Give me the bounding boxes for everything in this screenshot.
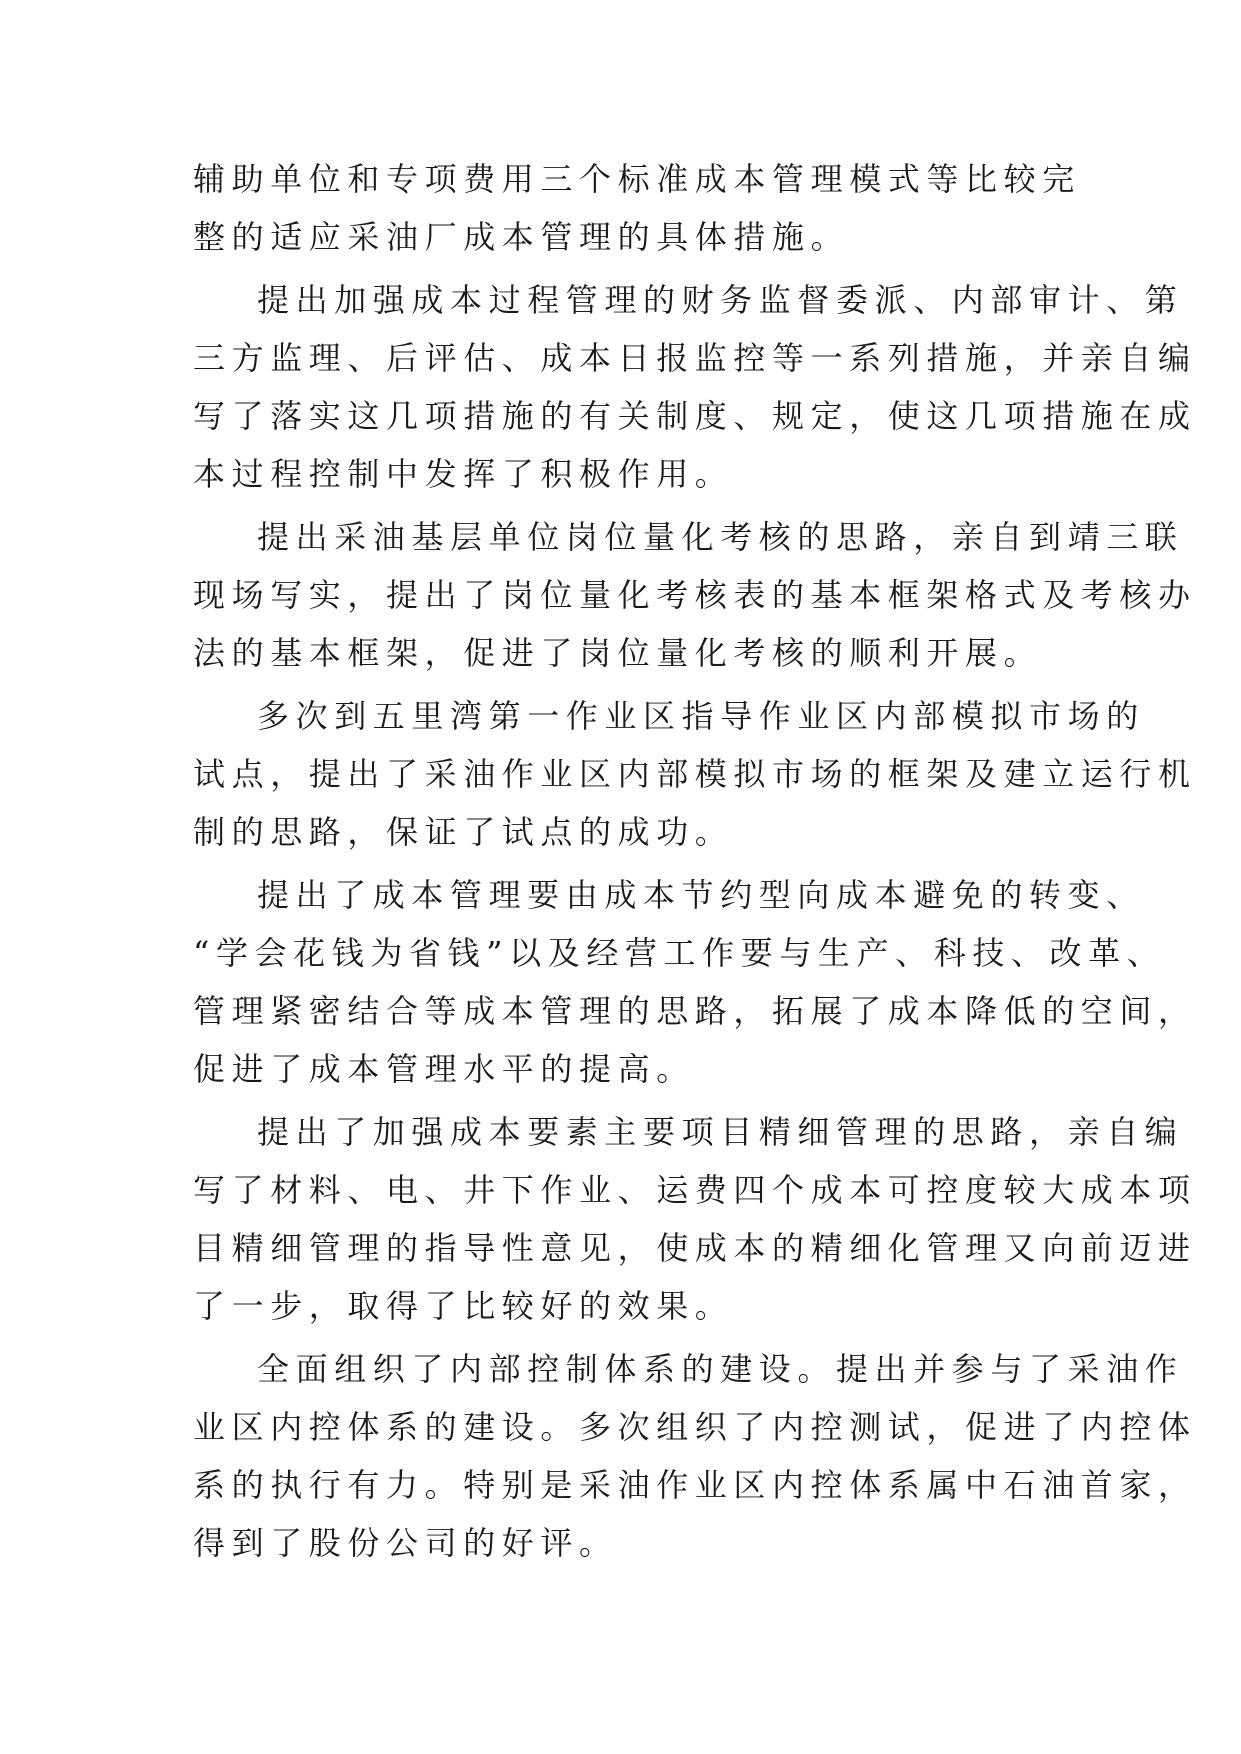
text-line: 整的适应采油厂成本管理的具体措施。 [193, 218, 850, 256]
paragraph-first-line: 全面组织了内部控制体系的建设。提出并参与了采油作 [257, 1350, 1184, 1388]
text-line: 本过程控制中发挥了积极作用。 [193, 455, 734, 493]
text-line: 三方监理、后评估、成本日报监控等一系列措施，并亲自编 [193, 339, 1197, 377]
text-line: 系的执行有力。特别是采油作业区内控体系属中石油首家， [193, 1466, 1197, 1504]
text-line: 现场写实，提出了岗位量化考核表的基本框架格式及考核办 [193, 576, 1197, 614]
text-line: 促进了成本管理水平的提高。 [193, 1050, 695, 1088]
text-line: 写了材料、电、井下作业、运费四个成本可控度较大成本项 [193, 1171, 1197, 1209]
text-line: 管理紧密结合等成本管理的思路，拓展了成本降低的空间， [193, 992, 1197, 1030]
paragraph-first-line: 提出了加强成本要素主要项目精细管理的思路，亲自编 [257, 1113, 1184, 1151]
text-line: 目精细管理的指导性意见，使成本的精细化管理又向前迈进 [193, 1229, 1197, 1267]
text-line: “学会花钱为省钱”以及经营工作要与生产、科技、改革、 [193, 934, 1166, 972]
text-line: 了一步，取得了比较好的效果。 [193, 1287, 734, 1325]
text-line: 试点，提出了采油作业区内部模拟市场的框架及建立运行机 [193, 755, 1197, 793]
paragraph-first-line: 提出采油基层单位岗位量化考核的思路，亲自到靖三联 [257, 518, 1184, 556]
paragraph-first-line: 提出加强成本过程管理的财务监督委派、内部审计、第 [257, 281, 1184, 319]
text-line: 辅助单位和专项费用三个标准成本管理模式等比较完 [193, 160, 1081, 198]
paragraph-first-line: 多次到五里湾第一作业区指导作业区内部模拟市场的 [257, 697, 1145, 735]
text-line: 得到了股份公司的好评。 [193, 1524, 618, 1562]
text-line: 制的思路，保证了试点的成功。 [193, 813, 734, 851]
text-line: 写了落实这几项措施的有关制度、规定，使这几项措施在成 [193, 397, 1197, 435]
text-line: 业区内控体系的建设。多次组织了内控测试，促进了内控体 [193, 1408, 1197, 1446]
paragraph-first-line: 提出了成本管理要由成本节约型向成本避免的转变、 [257, 876, 1145, 914]
text-line: 法的基本框架，促进了岗位量化考核的顺利开展。 [193, 634, 1043, 672]
